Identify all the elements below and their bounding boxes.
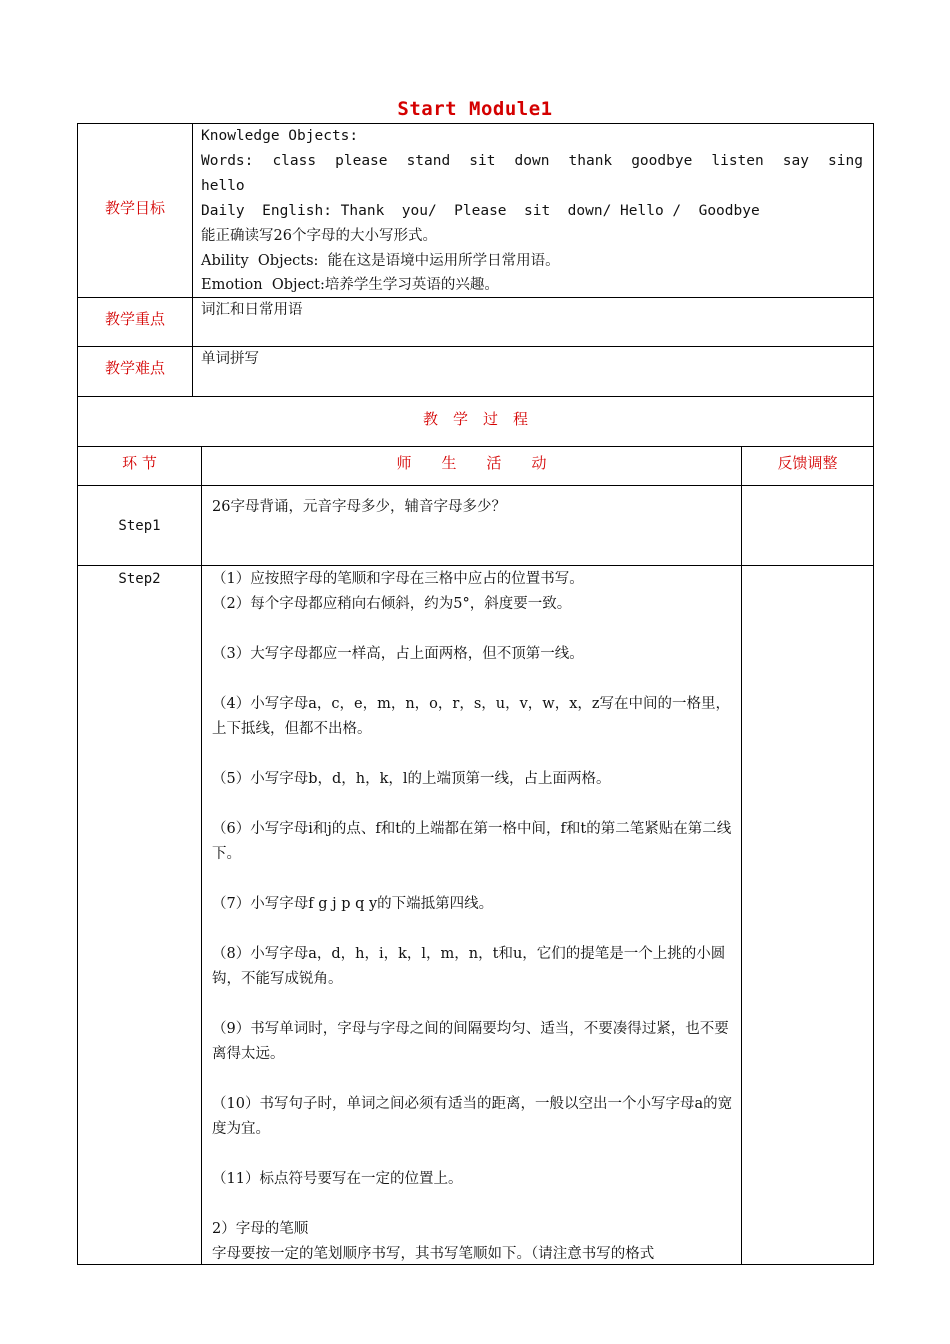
step2-line: （1）应按照字母的笔顺和字母在三格中应占的位置书写。 bbox=[212, 571, 584, 587]
process-header: 教 学 过 程 bbox=[422, 410, 528, 428]
step2-line: 字母要按一定的笔划顺序书写，其书写笔顺如下。（请注意书写的格式 bbox=[212, 1246, 655, 1262]
step2-line: 2）字母的笔顺 bbox=[212, 1221, 309, 1237]
emotion-objective: Emotion Object:培养学生学习英语的兴趣。 bbox=[201, 277, 499, 293]
word: say bbox=[782, 153, 809, 169]
step2-label: Step2 bbox=[118, 571, 161, 587]
step2-line: （4）小写字母a，c，e，m，n，o，r，s，u，v，w，x，z写在中间的一格里，上下抵线，但都不出格。 bbox=[212, 696, 731, 737]
step1-label: Step1 bbox=[118, 518, 161, 534]
ability-objective: Ability Objects: 能在这是语境中运用所学日常用语。 bbox=[201, 253, 560, 269]
difficulties-text: 单词拼写 bbox=[201, 351, 259, 367]
word: please bbox=[335, 153, 388, 169]
step2-line: （9）书写单词时，字母与字母之间的间隔要均匀、适当，不要凑得过紧，也不要离得太远。 bbox=[212, 1021, 729, 1062]
step2-line: （7）小写字母f g j p q y的下端抵第四线。 bbox=[212, 896, 494, 912]
step2-line: （5）小写字母b，d，h，k，l的上端顶第一线，占上面两格。 bbox=[212, 771, 611, 787]
word: listen bbox=[711, 153, 764, 169]
letters-objective: 能正确读写26个字母的大小写形式。 bbox=[201, 228, 437, 244]
objectives-label: 教学目标 bbox=[104, 199, 165, 217]
key-points-label: 教学重点 bbox=[104, 310, 165, 328]
column-stage: 环 节 bbox=[122, 454, 157, 472]
step2-line: （6）小写字母i和j的点、f和t的上端都在第一格中间，f和t的第二笔紧贴在第二线下。 bbox=[212, 821, 732, 862]
daily-english: Daily English: Thank you/ Please sit down/ Hello / Goodbye bbox=[201, 203, 760, 219]
difficulties-label: 教学难点 bbox=[104, 359, 165, 377]
step2-line: （2）每个字母都应稍向右倾斜，约为5°，斜度要一致。 bbox=[212, 596, 572, 612]
step2-line: （8）小写字母a，d，h，i，k，l，m，n，t和u，它们的提笔是一个上挑的小圆钩，不能写成锐角。 bbox=[212, 946, 726, 987]
word: thank bbox=[568, 153, 613, 169]
step2-line: （3）大写字母都应一样高，占上面两格，但不顶第一线。 bbox=[212, 646, 584, 662]
word: sing bbox=[828, 153, 863, 169]
words-list bbox=[201, 149, 863, 174]
word: down bbox=[514, 153, 550, 169]
words-prefix: Words: bbox=[201, 153, 254, 169]
step2-content bbox=[212, 567, 733, 1267]
word: goodbye bbox=[631, 153, 693, 169]
step2-line: （10）书写句子时，单词之间必须有适当的距离，一般以空出一个小写字母a的宽度为宜。 bbox=[212, 1096, 733, 1137]
page-title: Start Module1 bbox=[397, 98, 553, 120]
knowledge-heading: Knowledge Objects: bbox=[201, 128, 359, 144]
word: sit bbox=[469, 153, 496, 169]
key-points-text: 词汇和日常用语 bbox=[201, 302, 303, 318]
column-activity: 师 生 活 动 bbox=[396, 454, 547, 472]
column-feedback: 反馈调整 bbox=[777, 454, 838, 472]
word: stand bbox=[406, 153, 451, 169]
word: class bbox=[272, 153, 317, 169]
words-continued: hello bbox=[201, 178, 245, 194]
step1-text: 26字母背诵，元音字母多少，辅音字母多少？ bbox=[212, 499, 506, 515]
step2-line: （11）标点符号要写在一定的位置上。 bbox=[212, 1171, 463, 1187]
